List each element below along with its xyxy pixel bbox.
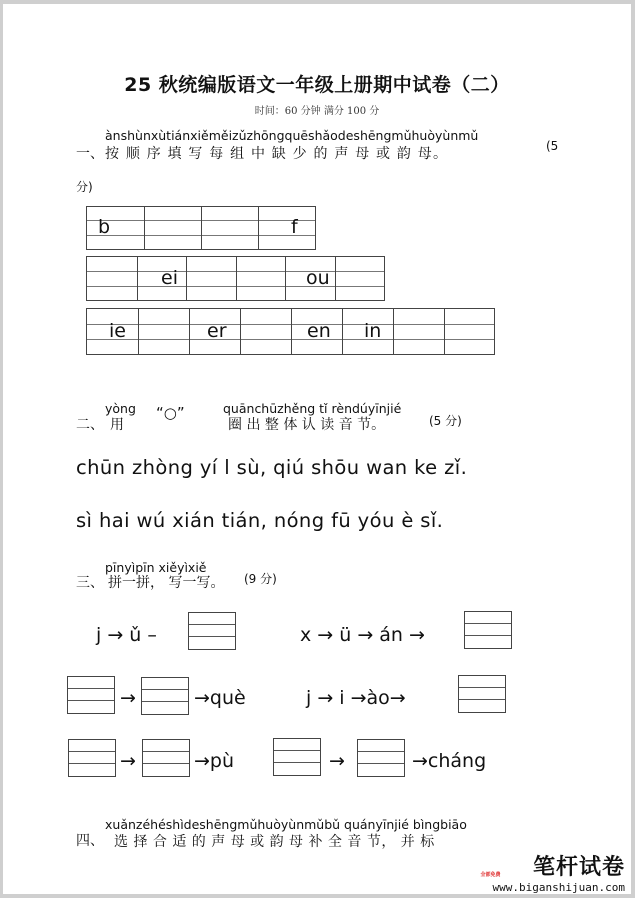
q1-pinyin: ànshùnxùtiánxiěměizǔzhōngquēshǎodeshēngmǔhuòyùnmǔ [105, 128, 479, 143]
q2-pinyin-rest: quānchūzhěng tǐ rèndúyīnjié [223, 401, 402, 416]
q1-grid-row-3 [86, 308, 495, 355]
q3-row1-right-chain: x → ü → án → [300, 624, 425, 646]
q3-answer-box[interactable] [188, 612, 236, 650]
q1-cell-f: f [291, 216, 298, 238]
q3-answer-box[interactable] [67, 676, 115, 714]
q3-instruction: 拼一拼， 写一写。 [108, 575, 225, 591]
q3-answer-box[interactable] [464, 611, 512, 649]
q3-row3-result-2: →cháng [412, 750, 487, 772]
q1-number: 一、 [76, 146, 104, 162]
q4-number: 四、 [76, 833, 104, 849]
page-title: 25 秋统编版语文一年级上册期中试卷（二） [124, 74, 510, 96]
q3-row2-right-chain: j → i →ào→ [306, 687, 406, 709]
q1-instruction: 按 顺 序 填 写 每 组 中 缺 少 的 声 母 或 韵 母。 [105, 146, 449, 162]
free-badge: 全部免费 [480, 872, 501, 878]
watermark-logo [480, 850, 625, 894]
q3-row3-arrow: → [120, 750, 136, 772]
q1-cell-b: b [98, 216, 111, 238]
q3-answer-box[interactable] [273, 738, 321, 776]
q2-pinyin-line-1: chūn zhòng yí l sù, qiú shōu wan ke zǐ. [76, 456, 468, 479]
q1-grid-row-2 [86, 256, 385, 301]
q3-pinyin: pīnyìpīn xiěyìxiě [105, 560, 207, 575]
q3-row3-arrow-2: → [329, 750, 345, 772]
q2-number: 二、 [76, 417, 104, 433]
q1-cell-ie: ie [109, 320, 126, 342]
watermark-brand: 笔杆试卷 [532, 855, 625, 880]
q3-row2-arrow: → [120, 687, 136, 709]
q2-score: (5 分) [429, 414, 462, 428]
q1-grid-row-1 [86, 206, 316, 250]
q3-answer-box[interactable] [458, 675, 506, 713]
exam-time-info: 时间：60 分钟 满分 100 分 [254, 106, 380, 117]
q4-pinyin: xuǎnzéhéshìdeshēngmǔhuòyùnmǔbǔ quányīnjié bìngbiāo [105, 817, 467, 832]
q3-answer-box[interactable] [357, 739, 405, 777]
q1-cell-en: en [307, 320, 331, 342]
q1-cell-ei: ei [161, 267, 178, 289]
exam-page [3, 4, 631, 894]
q1-score-cont: 分) [76, 180, 93, 194]
q3-answer-box[interactable] [68, 739, 116, 777]
q2-instruction: 圈 出 整 体 认 读 音 节。 [228, 417, 386, 433]
q1-cell-in: in [364, 320, 382, 342]
q2-pinyin-line-2: sì hai wú xián tián, nóng fū yóu è sǐ. [76, 509, 444, 532]
q3-score: (9 分) [244, 572, 277, 586]
q4-instruction: 选 择 合 适 的 声 母 或 韵 母 补 全 音 节， 并 标 [114, 834, 435, 850]
q3-answer-box[interactable] [141, 677, 189, 715]
q2-pinyin-yong: yòng [105, 401, 136, 416]
q1-score: (5 [546, 139, 559, 153]
q3-row2-result: →què [194, 687, 246, 709]
q3-row1-left-chain: j → ǔ – [96, 624, 157, 646]
watermark-url[interactable]: www.biganshijuan.com [492, 881, 625, 894]
q3-number: 三、 [76, 575, 104, 591]
q2-hanzi-yong: 用 [110, 417, 124, 433]
q3-answer-box[interactable] [142, 739, 190, 777]
q1-cell-er: er [207, 320, 227, 342]
q3-row3-result-1: →pù [194, 750, 235, 772]
q2-circle-symbol: “○” [156, 404, 185, 422]
q1-cell-ou: ou [306, 267, 330, 289]
